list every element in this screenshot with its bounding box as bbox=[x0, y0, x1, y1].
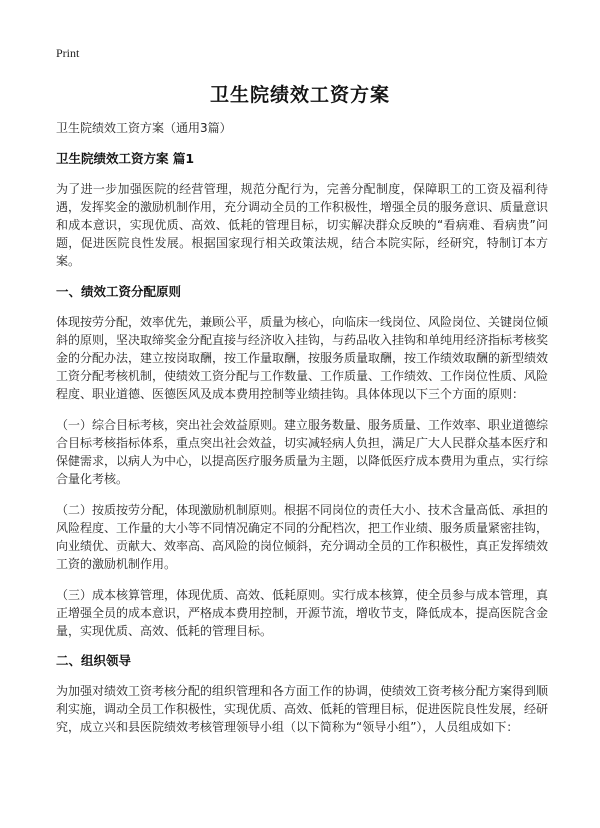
page-title: 卫生院绩效工资方案 bbox=[209, 84, 390, 106]
print-link[interactable]: Print bbox=[56, 46, 80, 60]
principle-1-paragraph: （一）综合目标考核，突出社会效益原则。建立服务数量、服务质量、工作效率、职业道德综合目标考核指标体系，重点突出社会效益，切实减轻病人负担，满足广大人民群众基本医疗和保健需求，以病人为中心，以提高医疗服务质量为主题，以降低医疗成本费用为重点，实行综合量化考核。 bbox=[56, 418, 549, 486]
intro-paragraph: 为了进一步加强医院的经营管理，规范分配行为，完善分配制度，保障职工的工资及福利待遇，发挥奖金的激励机制作用，充分调动全员的工作积极性，增强全员的服务意识、质量意识和成本意识，实现优质、高效、低耗的管理目标，切实解决群众反映的“看病难、看病贵”问题，促进医院良性发展。根据国家现行相关政策法规，结合本院实际，经研究，特制订本方案。 bbox=[56, 182, 549, 268]
section-1-paragraph: 体现按劳分配，效率优先，兼顾公平，质量为核心，向临床一线岗位、风险岗位、关键岗位倾斜的原则，坚决取缔奖金分配直接与经济收入挂钩，与药品收入挂钩和单纯用经济指标考核奖金的分配办法，建立按岗取酬，按工作量取酬，按服务质量取酬，按工作绩效取酬的新型绩效工资分配考核机制，使绩效工资分配与工作数量、工作质量、工作绩效、工作岗位性质、风险程度、职业道德、医德医风及成本费用控制等业绩挂钩。具体体现以下三个方面的原则： bbox=[56, 315, 549, 401]
section-2-paragraph: 为加强对绩效工资考核分配的组织管理和各方面工作的协调，使绩效工资考核分配方案得到顺利实施，调动全员工作积极性，实现优质、高效、低耗的管理目标，促进医院良性发展，经研究，成立兴和县医院绩效考核管理领导小组（以下简称为“领导小组”），人员组成如下： bbox=[56, 684, 549, 734]
document-subtitle: 卫生院绩效工资方案（通用3篇） bbox=[56, 121, 232, 135]
section-1-heading: 一、绩效工资分配原则 bbox=[56, 284, 182, 299]
section-2-heading: 二、组织领导 bbox=[56, 653, 132, 668]
principle-3-paragraph: （三）成本核算管理，体现优质、高效、低耗原则。实行成本核算，使全员参与成本管理，真正增强全员的成本意识，严格成本费用控制，开源节流，增收节支，降低成本，提高医院含金量，实现优质、高效、低耗的管理目标。 bbox=[56, 588, 549, 638]
part-heading: 卫生院绩效工资方案 篇1 bbox=[56, 151, 195, 166]
document-body bbox=[56, 120, 548, 749]
principle-2-paragraph: （二）按质按劳分配，体现激励机制原则。根据不同岗位的责任大小、技术含量高低、承担的风险程度、工作量的大小等不同情况确定不同的分配档次，把工作业绩、服务质量紧密挂钩，向业绩优、贡献大、效率高、高风险的岗位倾斜，充分调动全员的工作积极性，真正发挥绩效工资的激励机制作用。 bbox=[56, 503, 549, 571]
